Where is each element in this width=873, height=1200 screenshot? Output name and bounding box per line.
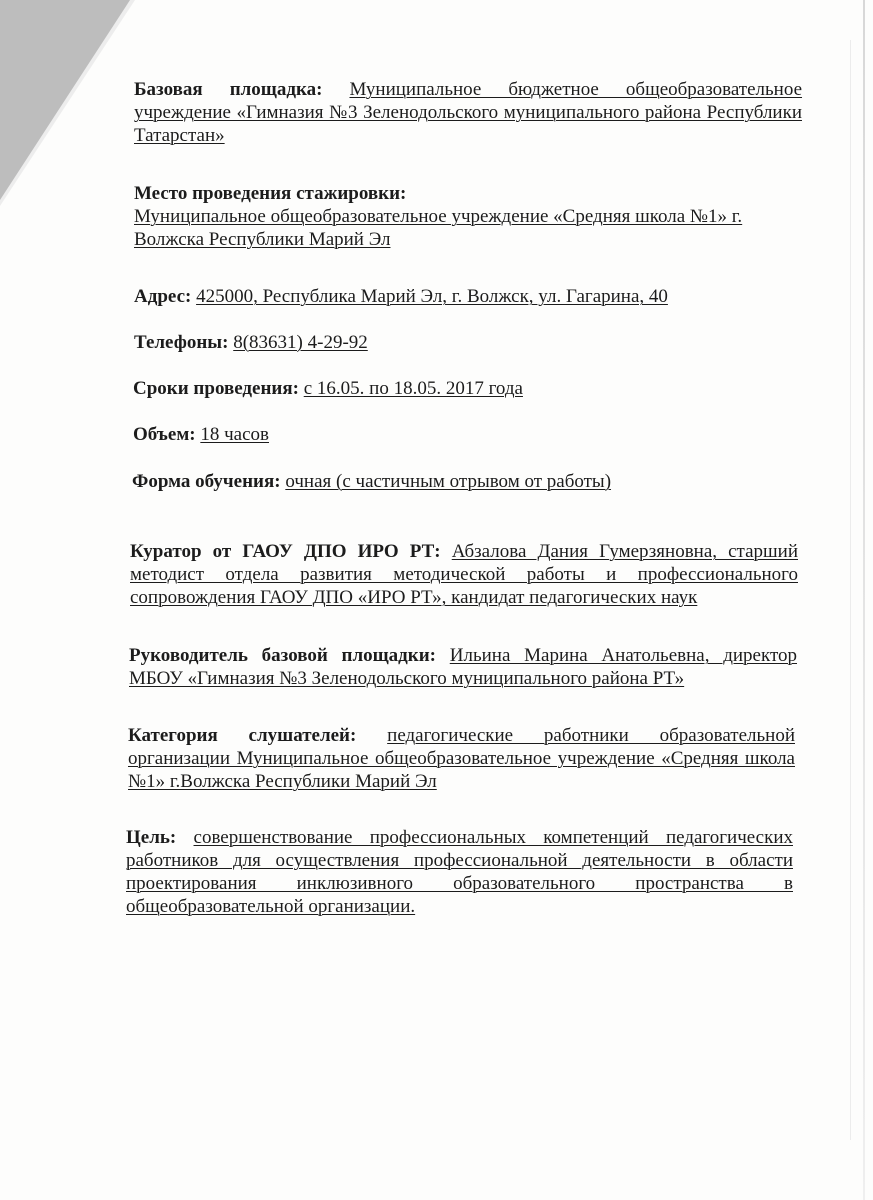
base-site-value: Муниципальное бюджетное общеобразовательное учреждение «Гимназия №3 Зеленодольского муниципального района Республики Татарстан» xyxy=(134,79,803,146)
address-value: 425000, Республика Марий Эл, г. Волжск, ул. Гагарина, 40 xyxy=(196,286,668,307)
page-edge xyxy=(863,0,865,1200)
venue-label: Место проведения стажировки: xyxy=(134,183,407,204)
site-head-block xyxy=(129,644,797,690)
volume-label: Объем: xyxy=(133,424,196,445)
audience-label: Категория слушателей: xyxy=(128,725,357,746)
address-block xyxy=(134,285,802,308)
study-form-block xyxy=(132,470,800,493)
audience-block xyxy=(128,724,795,793)
volume-block xyxy=(133,423,801,446)
dates-block xyxy=(133,377,801,400)
base-site-label: Базовая площадка: xyxy=(134,79,323,100)
curator-label: Куратор от ГАОУ ДПО ИРО РТ: xyxy=(130,541,441,562)
base-site-block xyxy=(134,78,802,147)
study-form-value: очная (с частичным отрывом от работы) xyxy=(285,471,612,492)
goal-block xyxy=(126,826,793,918)
dates-value: с 16.05. по 18.05. 2017 года xyxy=(303,378,523,399)
goal-label: Цель: xyxy=(126,827,177,848)
phones-block xyxy=(134,331,802,354)
folded-corner xyxy=(0,0,130,200)
study-form-label: Форма обучения: xyxy=(132,471,281,492)
phones-value: 8(83631) 4-29-92 xyxy=(233,332,368,353)
volume-value: 18 часов xyxy=(200,424,269,445)
phones-label: Телефоны: xyxy=(134,332,229,353)
site-head-value: Ильина Марина Анатольевна, директор МБОУ «Гимназия №3 Зеленодольского муниципального района РТ» xyxy=(129,645,797,689)
curator-value: Абзалова Дания Гумерзяновна, старший методист отдела развития методической работы и профессионального сопровождения ГАОУ ДПО «ИРО РТ», кандидат педагогических наук xyxy=(130,541,798,608)
audience-value: педагогические работники образовательной организации Муниципальное общеобразовательное учреждение «Средняя школа №1» г.Волжска Республики Марий Эл xyxy=(128,725,795,792)
venue-block xyxy=(134,182,802,251)
curator-block xyxy=(130,540,798,609)
dates-label: Сроки проведения: xyxy=(133,378,299,399)
site-head-label: Руководитель базовой площадки: xyxy=(129,645,437,666)
goal-value: совершенствование профессиональных компетенций педагогических работников для осуществления профессиональной деятельности в области проектирования инклюзивного образовательного пространства в общеобразовательной организации. xyxy=(126,827,793,917)
page-edge-inner xyxy=(850,40,851,1140)
address-label: Адрес: xyxy=(134,286,192,307)
venue-value: Муниципальное общеобразовательное учреждение «Средняя школа №1» г. Волжска Республики Марий Эл xyxy=(134,206,743,250)
